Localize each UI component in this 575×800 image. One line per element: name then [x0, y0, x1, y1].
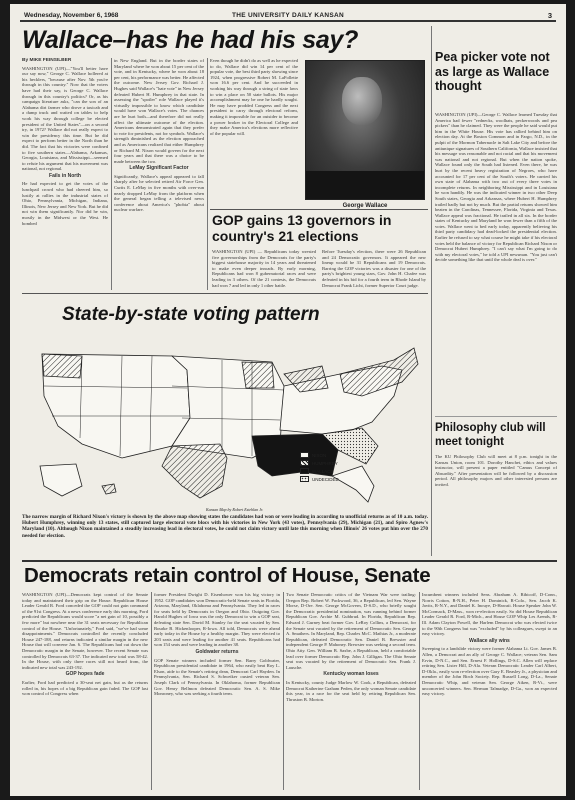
- map-legend: [300, 452, 339, 484]
- issue-date: Wednesday, November 6, 1968: [24, 12, 119, 19]
- dems-text-3b: In Kentucky, county Judge Marlow W. Cook, a Republican, defeated Democrat Katherine Graham Peden, the only woman Senate candidate this year, in a race for the seat held by retiring Republican Sen. Thruston B. Morton.: [286, 679, 416, 702]
- philosophy-column: [435, 454, 557, 554]
- dems-subhead-3: Kentucky woman loses: [323, 671, 379, 678]
- map-region-northeast: [340, 348, 418, 396]
- legend-wallace: WALLACE: [312, 468, 334, 474]
- wallace-text-1b: He had expected to get the votes of the lunchpail crowd who had cheered him, so lustily at rallies in the industrial states of Ohio, Pennsylvania, Michigan, Indiana, Illinois, New Jersey and New York. But he did not win them significantly. Nor did he win, mostly in the Midwest or the West. He bombed: [22, 181, 108, 226]
- wallace-headline: Wallace–has he had his say?: [22, 26, 359, 54]
- dems-column-4: [422, 592, 557, 792]
- dems-text-4b: Sweeping to a landslide victory were former Alabama Lt. Gov. James B. Allen, a Democrat and an ally of George C. Wallace; veteran Sen. Sam Ervin, D-N.C., and Sen. Ernest F. Hollings, D-S.C. Allen will replace retiring Sen. Lister Hill, D-Ala. Veteran Democratic Leader Carl Albert, D-Okla., easily won re-election over Gary E. Beasley Jr., a physician and member of the John Birch Society. Rep. Russell Long, D-La., Senate Democratic Whip, and veteran Sen. George Aiken, R-Vt., were unconcerted winners. Sen. Herman Talmadge, D-Ga., won an expected easy victory.: [422, 646, 557, 697]
- map-credit: Kansan Map by Robert Estehlan Jr.: [206, 507, 264, 512]
- wallace-subhead-2: LeMay Significant Factor: [129, 165, 189, 172]
- dems-text-2: former President Dwight D. Eisenhower won his big victory in 1952. GOP candidates won Democratic-held Senate seats in Florida, Arizona, Maryland, Oklahoma and Pennsylvania. They led in races for seats held by Democrats in Oregon and Ohio. Outgoing Gov. Harold Hughes of Iowa was the only Democrat to win a GOP seat, defeating state Sen. David M. Stanley for the seat vacated by Sen. Bourke B. Hickenlooper, R-Iowa. All told, Democrats were ahead early today in the House by a healthy margin. They were elected to 203 seats and were leading for another 41 seats. Republicans had won 154 seats and were leading in another 38.: [154, 592, 280, 648]
- wallace-text-2b: Significantly, Wallace's appeal appeared to fall sharply after he selected retired Air Force Gen. Curtis E. LeMay in five months with over-run nearly dropped LeMay from the platform when the general began telling a televised news conference about America's "phobia" about nuclear warfare.: [114, 173, 204, 213]
- wallace-byline: By MIKE FEINSILBER: [22, 58, 72, 63]
- philosophy-text: The KU Philosophy Club will meet at 8 p.m. tonight in the Kansas Union, room 101. Dorothy Hanchet, ethics and values instructor, will present a paper entitled "Camus Concept of Absurdity." After presentation will be followed by a discussion period. All philosophy majors and other interested persons are invited.: [435, 454, 557, 487]
- wallace-column-3: [210, 58, 298, 204]
- gop-text-1: WASHINGTON (UPI) — Republicans today wrested five governorships from the Democrats for the party's biggest statehouse majority in 14 years and threatened to make even deeper inroads. By early morning, Republicans had won 8 gubernatorial races and were leading in 3 others. Of the 21 contests, the Democrats had won 7 and led in only 1 other battle.: [212, 249, 316, 288]
- newspaper-name: THE UNIVERSITY DAILY KANSAN: [232, 12, 344, 19]
- dems-subhead-2: Goldwater returns: [195, 648, 239, 655]
- pea-picker-column: [435, 112, 557, 412]
- map-region-minnesota: [242, 362, 274, 388]
- dems-subhead-1: GOP hopes fade: [65, 671, 105, 678]
- masthead: [20, 10, 556, 22]
- dems-subhead-4: Wallace ally wins: [469, 637, 510, 644]
- wallace-text-1: WASHINGTON (UPI)—"You'll better have our say now," George C. Wallace hollered at his hecklers, "because after Nov. 5th you're through in this country." Now that the voters have had their say, is George C. Wallace through in this country's politics? Or, as his campaign literature asks, "can the son of an Alabama dirt farmer who drove a taxicab and a dump truck and waited on tables to help work his way through college be elected president of the United States"—on a second try, in 1972? Wallace did not really expect to win the presidency this time. But he did expect to perform better in the North than he did. The fact that his victories were confined to five southern states—Alabama, Arkansas, Georgia, Louisiana, and Mississippi—seemed to refute his argument that his movement was national, not regional.: [22, 65, 108, 172]
- wallace-subhead-1: Fails in North: [49, 172, 81, 179]
- legend-undecided: UNDECIDED: [312, 476, 339, 482]
- map-caption: The narrow margin of Richard Nixon's victory is shown by the above map showing states the candidates had won or were leading in according to unofficial returns as of 10 a.m. today. Hubert Humphrey, winning only 13 states, still captured large electoral vote blocs with his victories in New York (43 votes), Pennsylvania (29), Michigan (21), and Spiro Agnew's Maryland (10). Although Nixon maintained a steadily increasing lead in electoral votes, he could not claim victory until late this morning when Illinois' 26 votes put him over the 270 needed for election.: [22, 514, 428, 539]
- map-region-washington: [42, 354, 82, 378]
- map-region-alaska: [40, 464, 82, 496]
- gop-text-2: Before Tuesday's election, there were 26 Republican and 24 Democratic governors. It appeared the new lineup would be 31 Republicans and 19 Democrats. Barring the GOP victories was a disaster for one of the party's brightest young stars, Gov. John H. Chafee was defeated in his bid for a fourth term in Rhode Island by Democrat Frank Licht, former Superior Court judge.: [322, 249, 426, 288]
- legend-nixon: NIXON: [312, 452, 327, 458]
- gop-headline: GOP gains 13 governors in country's 21 elections: [212, 212, 392, 244]
- gop-column-2: [322, 249, 426, 291]
- wallace-photo: [305, 60, 425, 200]
- pea-picker-text: WASHINGTON (UPI)—George C. Wallace learned Tuesday that America had fewer "rednecks, woolhats, peckerwoods and pea pickers" than he claimed. They were the people he said would put him in the White House. His vote has rallied behind him on election day. At the Boston Common and in Fargo, N.D., in the pulpit of the Mormon Tabernacle in Salt Lake City and before the antiunique signatures of Southern California, Wallace insisted that his message was reasonable and not racial and that his movement was national and not regional. But when the nation spoke, Wallace found only the South had listened. Even there, he was hurt by the recent heavy registration of Negroes, who have accounted for 17 per cent of the South's voters. He carried his own state of Alabama with two out of every three votes in incomplete returns. In neighboring Mississippi and in Louisiana he won handily. He was the indicated winner in two other Deep South states, Georgia and Arkansas, where Hubert H. Humphrey trailed badly but not by much. But the partial returns showed him beaten in the Carolinas, Tennessee, Florida, Virginia and Texas. Wallace appeal was fractional. He trailed in all six. In the border states of Kentucky and Maryland he won fewer than a fifth of the votes. Wallace went to bed early today, apparently believing his third party candidacy had dead-locked the presidential election. Earlier he refused to say what course he might take if his electoral votes held the balance of victory for Republican Richard Nixon or Democrat Hubert Humphrey. "I can't say what I'm going to do with my electoral votes," he told a UPI newsman. "You just can't decide something like that until the whole deal is over.": [435, 112, 557, 263]
- dems-text-1: WASHINGTON (UPI)—Democrats kept control of the Senate today and maintained their grip on the House. Republican House Leader Gerald R. Ford conceded the GOP could not gain command of the 91st Congress. At a news conference early this morning, Ford predicted the Republicans would score "a net gain of 10, possibly a few more" but nowhere near the 31 seats necessary for Republican control of the House. "Unfortunately," Ford said, "we've had some disappointments." Democrats controlled the recently concluded House 247-188, and returns indicated a similar margin in the new House that will convene Jan. 6. The Republicans had cut down the Democratic margin in the Senate, however. The recent Senate was controlled by Democrats 63-37. The indicated new total was 58-42. In the House, with only three races still not heard from, the indicated new total was 243-192.: [22, 592, 148, 670]
- map-region-texas: [162, 444, 227, 498]
- dems-column-2: [154, 592, 280, 792]
- page-number: 3: [547, 11, 552, 20]
- wallace-photo-caption: George Wallace: [342, 203, 388, 209]
- dems-text-2b: GOP Senate winners included former Sen. Barry Goldwater, Republican presidential candidate in 1964, who easily beat Roy L. Elson, aide to the Senate's retiring dean, Democrat Carl Hayden. In Pennsylvania, Sen. Richard S. Schweiker ousted veteran Sen. Joseph Clark of Pennsylvania. In Oklahoma, former Republican Gov. Henry Bellmon defeated Democratic Sen. A. S. Mike Monroney, who was seeking a fourth term.: [154, 657, 280, 697]
- wallace-text-2: in New England. But in the border states of Maryland where he won about 15 per cent of the vote, and in Kentucky, where he won about 18 per cent, his performance was better. He affected the outcome. New Jersey Gov. Richard J. Hughes said Wallace's "hate vote" in New Jersey defeated Hubert H. Humphrey in that state. In assessing the "spoiler" role Wallace played it's virtually impossible to know which candidate would have won Wallace's votes. The chances are he hurt both—and therefore did not really affect the ultimate outcome of the election. Americans demonstrated again that they prefer to vote for presidents, not for symbols. Wallace's strength diminished as the election approached and as Americans realized that either Humphrey or Richard M. Nixon would govern for the next four years and that there was a choice to be made between the two.: [114, 58, 204, 164]
- wallace-text-3: Even though he didn't do as well as he expected to do, Wallace did win 14 per cent of the popular vote, the best third party showing since 1924, when progressive Robert M. LaFollette won 16.6 per cent. And he succeeded in working his way through a string of state laws to win a place on 50 state ballots. His major accomplishment may be one he hardly sought. He may have prodded Congress and the next president to carry through electoral reform, making it impossible for an outsider to become a power broker in the Electoral College and they make America's elections more reflective of the popular will.: [210, 58, 298, 136]
- wallace-column-2: [114, 58, 204, 292]
- dems-text-1b: Earlier, Ford had predicted a 30-seat net gain, but as the returns rolled in, his hopes of a big Republican gain faded. The GOP last won control of Congress when: [22, 679, 148, 697]
- dems-text-4: Incumbent winners included Sens. Abraham A. Ribicoff, D-Conn., Norris Cotton, R-N.H., Peter H. Dominick, R-Colo., Sen. Jacob K. Javits, R-N.Y., and Daniel K. Inouye, D-Hawaii. House Speaker John W. McCormack, D-Mass., won re-election easily. So did House Republican Leader Gerald R. Ford, R-Mich., and House GOP Whip Les Arends, R-Ill. Adam Clayton Powell, the Harlem Democrat who was elected twice to the 90th Congress but was "excluded" by his colleagues, swept to an easy victory.: [422, 592, 557, 637]
- philosophy-headline: Philosophy club will meet tonight: [435, 422, 546, 448]
- map-region-hawaii: [102, 484, 116, 494]
- us-voting-map: [22, 326, 426, 506]
- dems-column-1: [22, 592, 148, 792]
- wallace-column-1: [22, 58, 108, 292]
- gop-column-1: [212, 249, 316, 291]
- legend-humphrey: HUMPHREY: [312, 460, 338, 466]
- dems-column-3: [286, 592, 416, 792]
- dems-text-3: Two Senate Democratic critics of the Vietnam War were trailing: Oregon Rep. Robert W. Packwood, 36, a Republican, led Sen. Wayne Morse, D-Ore. Sen. George McGovern, D-S.D., who briefly sought the Democratic presidential nomination, was running behind former Republican Gov. Archie M. Gubbrud. In Florida, Republican Rep. Edward J. Gurney beat former Gov. LeRoy Collins, a Democrat, for the Senate seat vacated by the retirement of Democratic Sen. George A. Smathers. In Maryland, Rep. Charles McC. Mathias Jr., a moderate Republican, defeated Democratic Sen. Daniel B. Brewster and independent George P. Mahoney. Brewster was seeking a second term. Ohio Atty. Gen. William B. Saxbe, a Republican, held a comfortable lead over former Democratic Rep. John J. Gilligan. The Ohio Senate seat was vacated by the retirement of Democratic Sen. Frank J. Lausche.: [286, 592, 416, 670]
- pea-picker-headline: Pea picker vote not as large as Wallace thought: [435, 50, 550, 93]
- democrats-headline: Democrats retain control of House, Senate: [24, 564, 431, 587]
- map-title: State-by-state voting pattern: [62, 304, 320, 325]
- newspaper-page: [10, 4, 566, 796]
